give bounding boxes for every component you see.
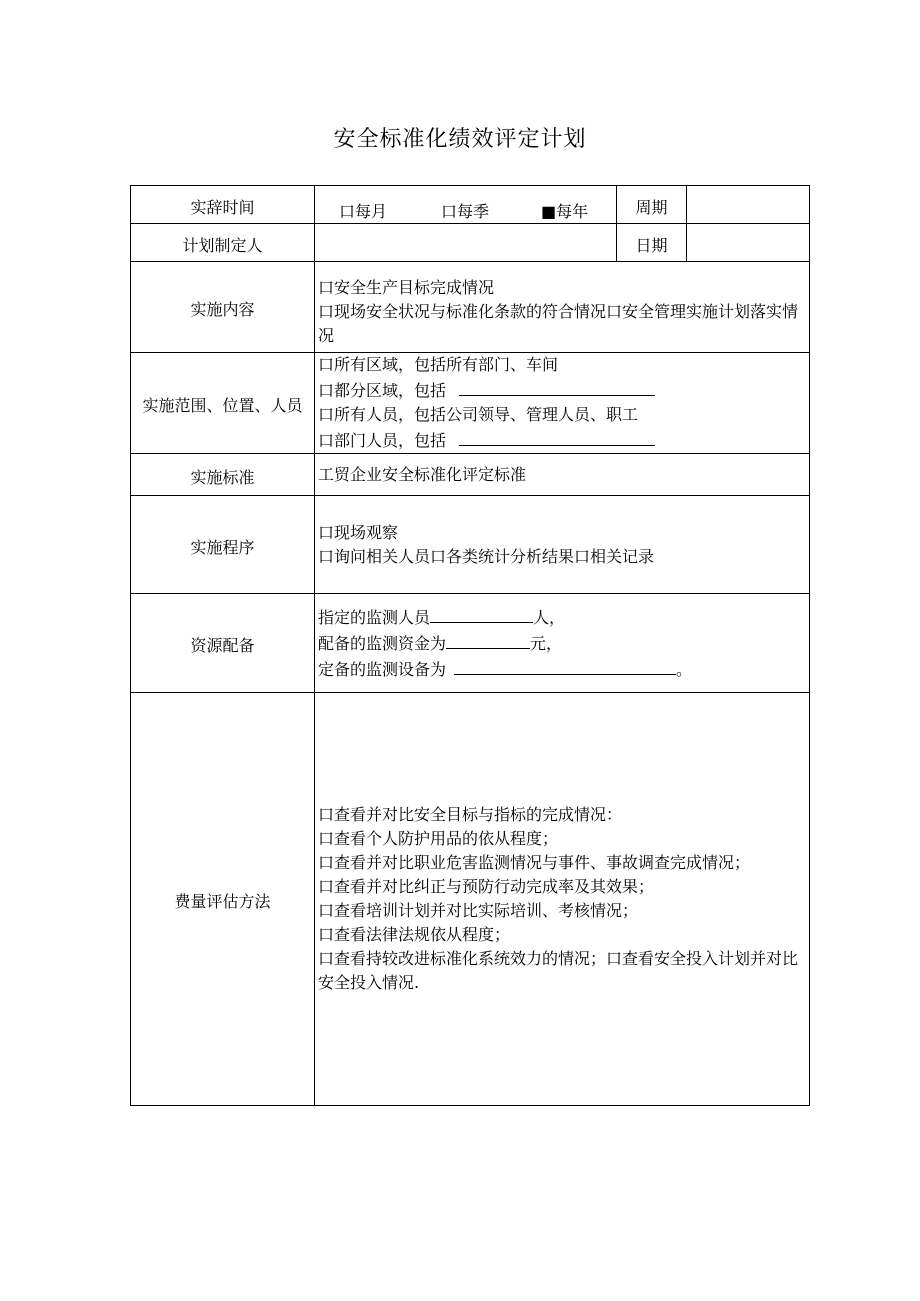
scope-item-2-text[interactable]: 口都分区域，包括 [318,381,447,400]
row-planner [131,224,810,262]
label-procedure [131,496,315,594]
content-cell [315,262,810,353]
checkbox-quarterly[interactable]: 口每季 [441,202,490,221]
method-item[interactable]: 口查看持较改进标准化系统效力的情况；口查看安全投入计划并对比安全投入情况. [318,949,799,992]
label-methods [131,693,315,1106]
scope-cell [315,353,810,454]
label-resources [131,594,315,693]
content-item-1[interactable]: 口安全生产目标完成情况 [318,277,495,297]
scope-item-1[interactable]: 口所有区域，包括所有部门、车间 [318,355,559,374]
row-resources [131,594,810,693]
label-time [131,186,315,224]
method-item[interactable]: 口查看并对比安全目标与指标的完成情况： [318,805,623,824]
resources-equipment-blank[interactable] [454,656,676,675]
scope-dept-blank[interactable] [459,427,655,446]
resources-staff [318,604,805,630]
resources-equipment-end: 。 [676,660,693,679]
method-item[interactable]: 口查看法律法规依从程度； [318,925,511,944]
label-resources-text: 资源配备 [190,636,255,655]
frequency-cell [315,186,617,224]
row-scope [131,353,810,454]
procedure-item-2[interactable]: 口询问相关人员口各类统计分析结果口相关记录 [318,547,655,566]
resources-equipment [318,656,805,682]
method-item[interactable]: 口查看并对比纠正与预防行动完成率及其效果； [318,877,655,896]
method-item[interactable]: 口查看个人防护用品的依从程度； [318,829,559,848]
scope-item-4 [318,427,805,453]
content-item-2[interactable]: 口现场安全状况与标准化条款的符合情况口安全管理实施计划落实情况 [318,301,799,345]
checkbox-monthly[interactable]: 口每月 [339,202,388,221]
method-item[interactable]: 口查看培训计划并对比实际培训、考核情况； [318,901,639,920]
label-planner-text: 计划制定人 [182,235,263,255]
label-period [617,186,687,224]
period-value[interactable] [687,186,810,224]
row-content [131,262,810,353]
row-standard [131,454,810,496]
label-date-text: 日期 [635,235,668,255]
scope-item-2 [318,377,805,403]
label-procedure-text: 实施程序 [190,537,255,557]
planner-value[interactable] [315,224,617,262]
date-value[interactable] [687,224,810,262]
resources-staff-unit: 人， [533,608,566,627]
checkbox-yearly[interactable]: ■每年 [541,202,589,221]
resources-funds-label: 配备的监测资金为 [318,634,447,653]
procedure-cell [315,496,810,594]
resources-staff-label: 指定的监测人员 [318,608,431,627]
label-scope-text: 实施范围、位置、人员 [142,396,303,415]
resources-funds [318,630,805,656]
methods-cell [315,693,810,1106]
resources-funds-unit: 元， [530,634,563,653]
standard-value: 工贸企业安全标准化评定标准 [315,454,810,496]
resources-funds-blank[interactable] [446,630,530,649]
scope-partial-blank[interactable] [459,377,655,396]
label-standard-text: 实施标准 [190,467,255,487]
resources-staff-blank[interactable] [430,604,533,623]
row-procedure [131,496,810,594]
resources-equipment-label: 定备的监测设备为 [318,660,447,679]
scope-item-3[interactable]: 口所有人员，包括公司领导、管理人员、职工 [318,405,639,424]
label-methods-text: 费量评估方法 [174,892,271,911]
label-time-text: 实辞时间 [190,197,255,217]
label-date [617,224,687,262]
page-title: 安全标准化绩效评定计划 [333,127,587,152]
label-content [131,262,315,353]
row-time [131,186,810,224]
scope-item-4-text[interactable]: 口部门人员，包括 [318,431,447,450]
label-planner [131,224,315,262]
method-item[interactable]: 口查看并对比职业危害监测情况与事件、事故调查完成情况； [318,853,751,872]
label-standard [131,454,315,496]
label-period-text: 周期 [635,197,668,217]
resources-cell [315,594,810,693]
label-scope [131,353,315,454]
row-methods [131,693,810,1106]
label-content-text: 实施内容 [190,300,255,319]
procedure-item-1[interactable]: 口现场观察 [318,523,399,542]
plan-table [130,185,810,1106]
